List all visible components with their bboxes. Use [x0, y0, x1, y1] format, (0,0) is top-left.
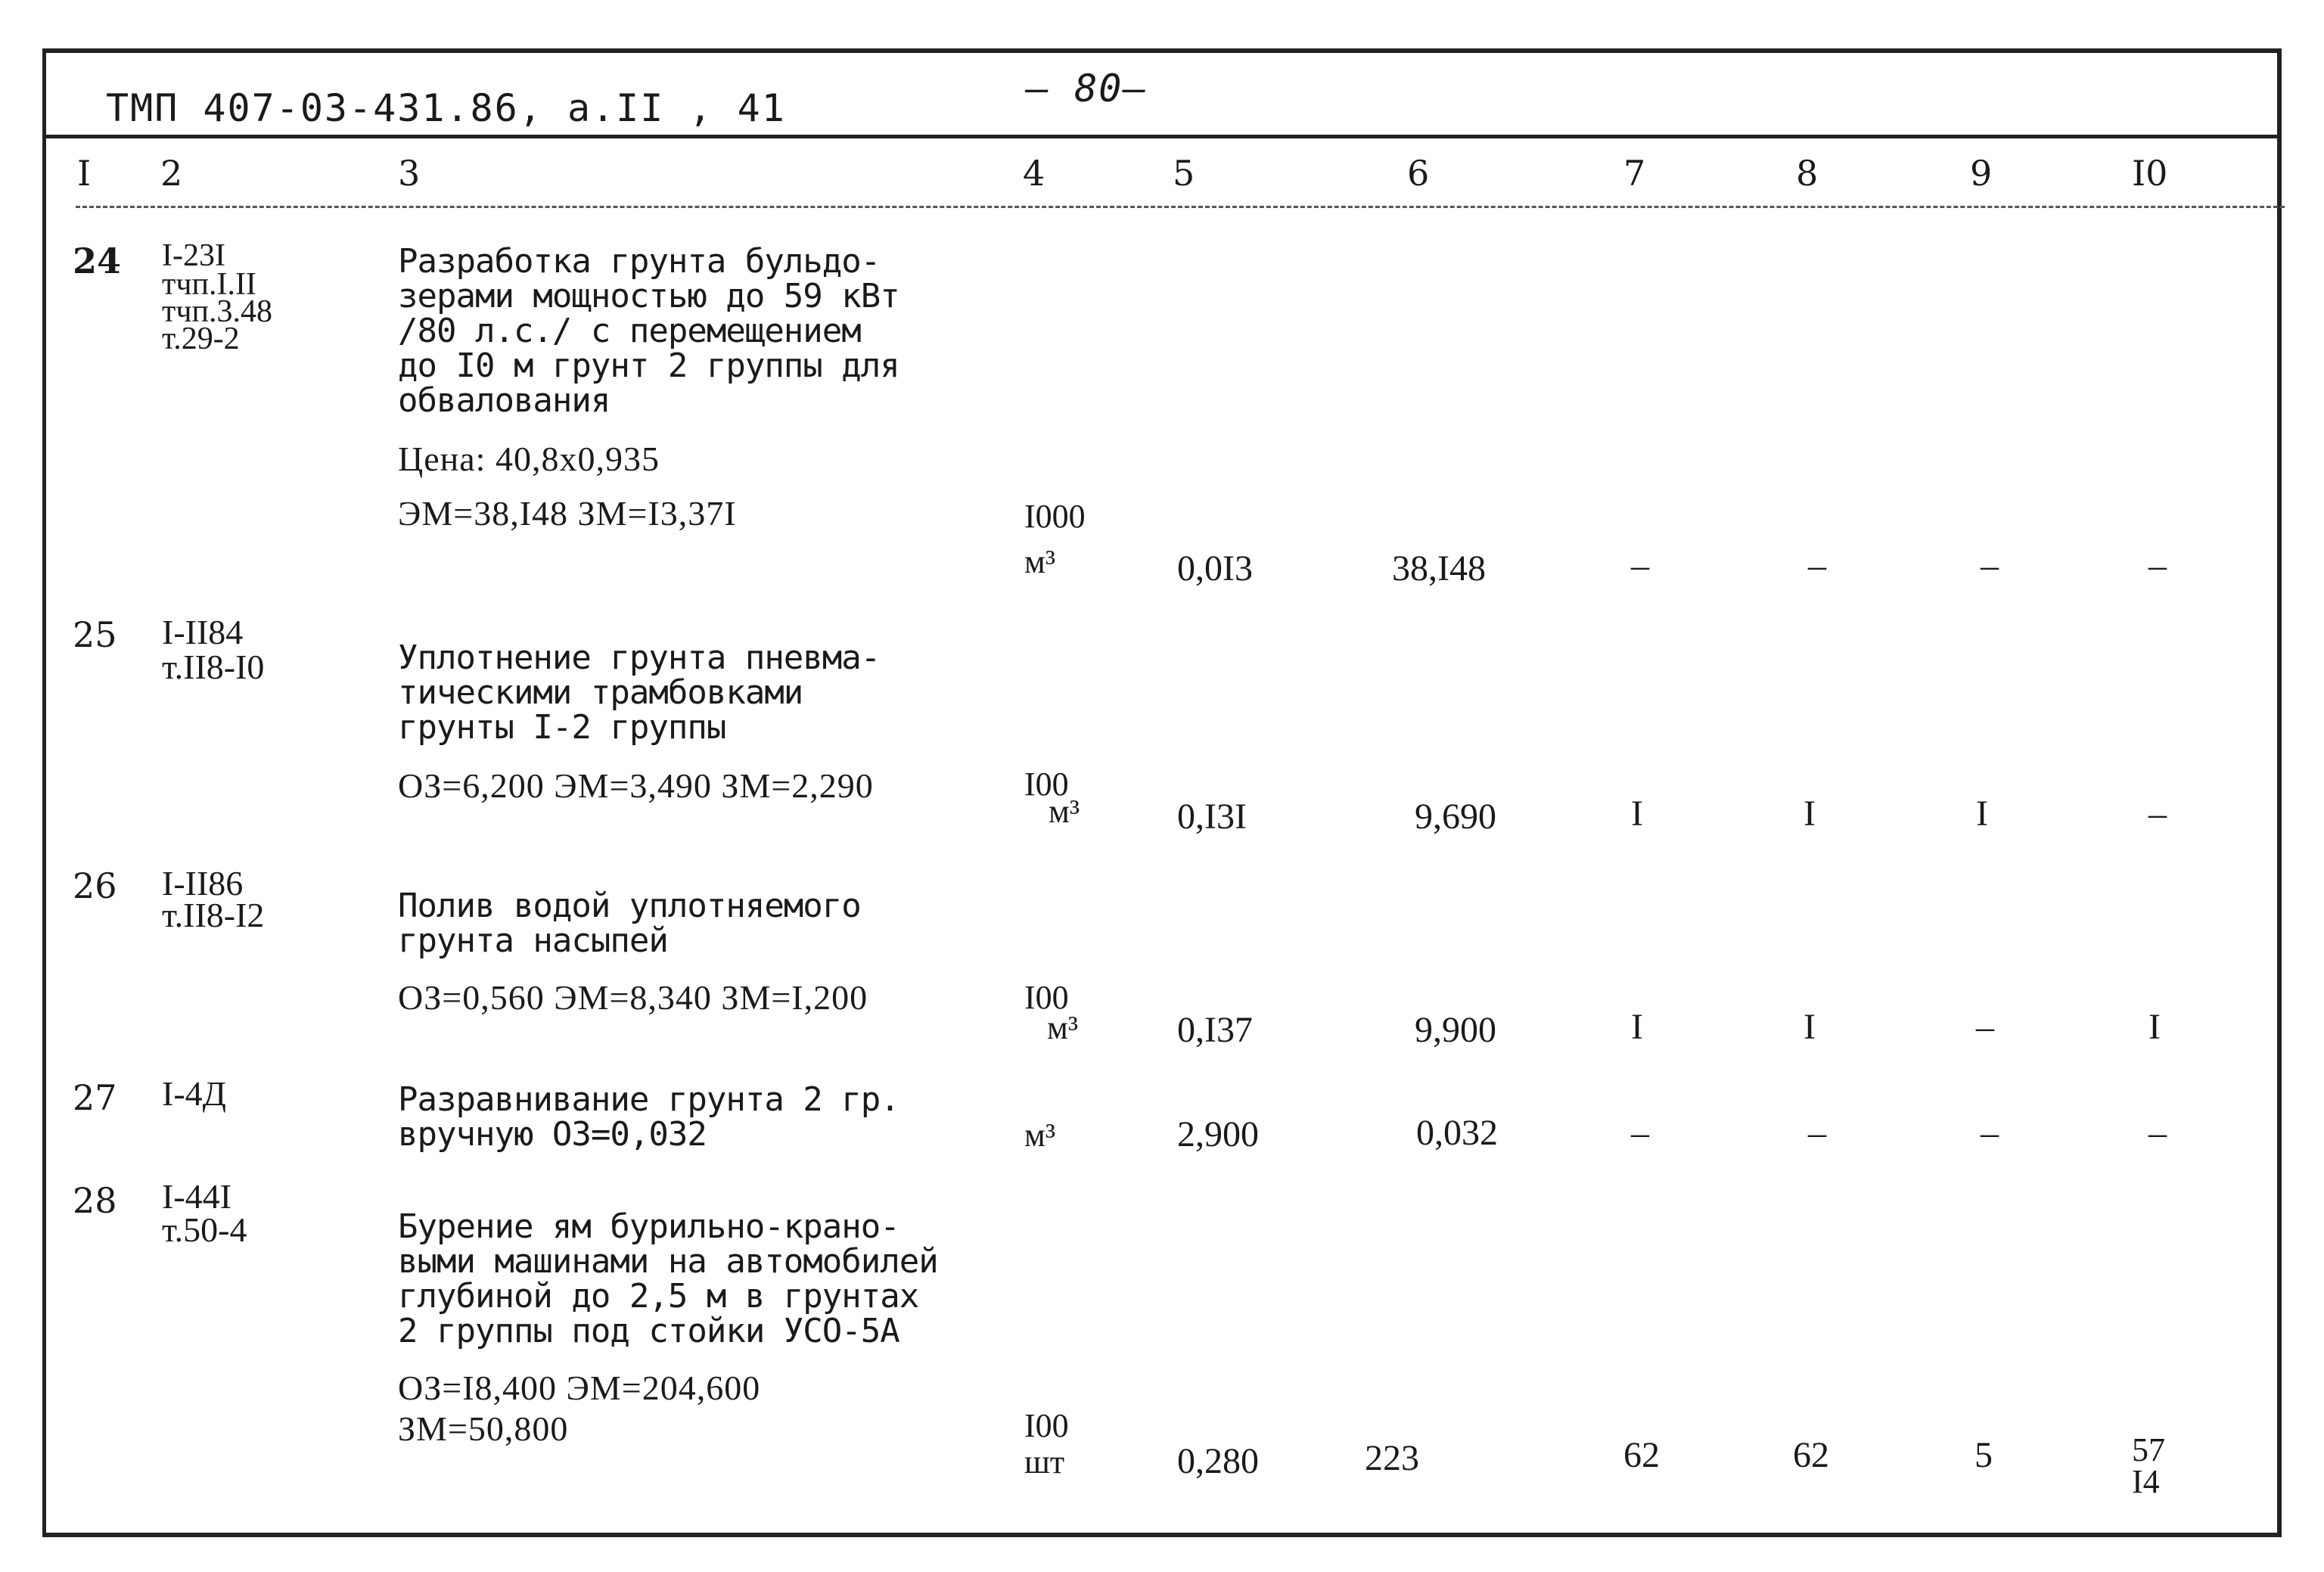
norm-code-line: I-23I — [162, 238, 225, 273]
value-col-10: – — [2148, 1113, 2167, 1153]
work-description-line: Полив водой уплотняемого — [398, 887, 861, 925]
work-description-line: Разравнивание грунта 2 гр. — [398, 1080, 899, 1119]
work-description-line: выми машинами на автомобилей — [398, 1242, 938, 1281]
work-description-line: Уплотнение грунта пневма- — [398, 638, 881, 677]
value-col-7: I — [1631, 1007, 1643, 1047]
value-col-6: 38,I48 — [1392, 548, 1486, 589]
value-col-9: 5 — [1974, 1435, 1993, 1475]
cost-formula: ОЗ=0,560 ЭМ=8,340 ЗМ=I,200 — [398, 978, 868, 1017]
row-number: 25 — [73, 614, 117, 655]
cost-formula: ЗМ=50,800 — [398, 1409, 569, 1448]
work-description-line: 2 группы под стойки УСО-5А — [398, 1312, 899, 1350]
value-col-10: I4 — [2132, 1463, 2160, 1500]
unit-line: шт — [1024, 1443, 1065, 1480]
norm-code-line: т.50-4 — [162, 1210, 247, 1249]
value-col-10: – — [2148, 794, 2167, 834]
cost-formula: ОЗ=6,200 ЭМ=3,490 ЗМ=2,290 — [398, 766, 874, 805]
value-col-6: 223 — [1365, 1438, 1419, 1478]
value-col-7: – — [1631, 545, 1649, 586]
work-description-line: глубиной до 2,5 м в грунтах — [398, 1277, 919, 1316]
value-col-5: 0,I3I — [1177, 797, 1247, 837]
norm-code-line: т.II8-I2 — [162, 896, 265, 934]
row-number: 24 — [73, 241, 122, 281]
column-header-4: 4 — [1023, 153, 1045, 194]
unit-line: I00 — [1024, 766, 1069, 803]
value-col-8: – — [1808, 545, 1826, 586]
value-col-9: I — [1976, 794, 1988, 834]
unit-line: м³ — [1024, 1117, 1056, 1154]
page-frame — [42, 48, 2282, 1537]
value-col-10: – — [2148, 545, 2167, 586]
cost-formula: ОЗ=I8,400 ЭМ=204,600 — [398, 1369, 761, 1407]
norm-code-line: т.II8-I0 — [162, 648, 265, 686]
column-header-7: 7 — [1623, 153, 1646, 194]
value-col-8: – — [1808, 1113, 1826, 1153]
cost-formula: ЭМ=38,I48 ЗМ=I3,37I — [398, 494, 737, 533]
value-col-5: 0,0I3 — [1177, 548, 1253, 589]
price-formula: Цена: 40,8x0,935 — [398, 440, 660, 478]
value-col-8: 62 — [1793, 1435, 1829, 1475]
value-col-8: I — [1804, 794, 1816, 834]
unit-line: I00 — [1024, 1407, 1069, 1444]
work-description-line: Разработка грунта бульдо- — [398, 242, 881, 281]
row-number: 26 — [73, 865, 117, 906]
norm-code-line: I-II84 — [162, 613, 244, 651]
work-description-line: Бурение ям бурильно-крано- — [398, 1207, 899, 1246]
value-col-7: 62 — [1623, 1435, 1660, 1475]
row-number: 27 — [73, 1077, 117, 1118]
header-rule — [42, 135, 2282, 138]
value-col-5: 0,I37 — [1177, 1010, 1253, 1050]
value-col-10: 57 — [2132, 1431, 2165, 1468]
column-header-2: 2 — [160, 153, 183, 194]
value-col-9: – — [1981, 1113, 1999, 1153]
value-col-10: I — [2148, 1007, 2161, 1047]
norm-code-line: тчп.I.II — [162, 267, 256, 302]
column-header-8: 8 — [1796, 153, 1819, 194]
value-col-7: – — [1631, 1113, 1649, 1153]
value-col-7: I — [1631, 794, 1643, 834]
value-col-6: 9,900 — [1415, 1010, 1496, 1050]
norm-code-line: I-4Д — [162, 1074, 227, 1113]
work-description-line: грунты I-2 группы — [398, 708, 726, 747]
column-header-6: 6 — [1407, 153, 1430, 194]
column-header-9: 9 — [1970, 153, 1993, 194]
page-number: – 80– — [1026, 67, 1148, 110]
work-description-line: до I0 м грунт 2 группы для — [398, 346, 899, 385]
value-col-9: – — [1976, 1007, 1994, 1047]
value-col-8: I — [1804, 1007, 1816, 1047]
unit-line: м³ — [1024, 543, 1056, 580]
norm-code-line: I-II86 — [162, 864, 244, 903]
work-description-line: вручную ОЗ=0,032 — [398, 1115, 707, 1154]
work-description-line: зерами мощностью до 59 кВт — [398, 277, 899, 315]
column-header-10: I0 — [2132, 153, 2168, 194]
value-col-5: 2,900 — [1177, 1114, 1259, 1154]
column-header-rule — [76, 206, 2285, 208]
unit-line: I000 — [1024, 498, 1086, 535]
unit-line: м³ — [1049, 793, 1080, 830]
norm-code-line: т.29-2 — [162, 322, 240, 356]
norm-code-line: тчп.3.48 — [162, 294, 272, 329]
unit-line: I00 — [1024, 979, 1069, 1016]
value-col-6: 9,690 — [1415, 797, 1496, 837]
row-number: 28 — [73, 1180, 117, 1221]
value-col-5: 0,280 — [1177, 1441, 1259, 1481]
column-header-1: I — [77, 153, 92, 194]
value-col-6: 0,032 — [1416, 1113, 1498, 1153]
norm-code-line: I-44I — [162, 1177, 231, 1216]
work-description-line: обвалования — [398, 381, 611, 420]
work-description-line: грунта насыпей — [398, 921, 668, 960]
value-col-9: – — [1981, 545, 1999, 586]
column-header-3: 3 — [398, 153, 421, 194]
unit-line: м³ — [1047, 1009, 1079, 1046]
work-description-line: тическими трамбовками — [398, 673, 803, 712]
document-code: ТМП 407-03-431.86, a.II , 41 — [106, 86, 786, 130]
work-description-line: /80 л.с./ с перемещением — [398, 312, 861, 350]
column-header-5: 5 — [1173, 153, 1195, 194]
